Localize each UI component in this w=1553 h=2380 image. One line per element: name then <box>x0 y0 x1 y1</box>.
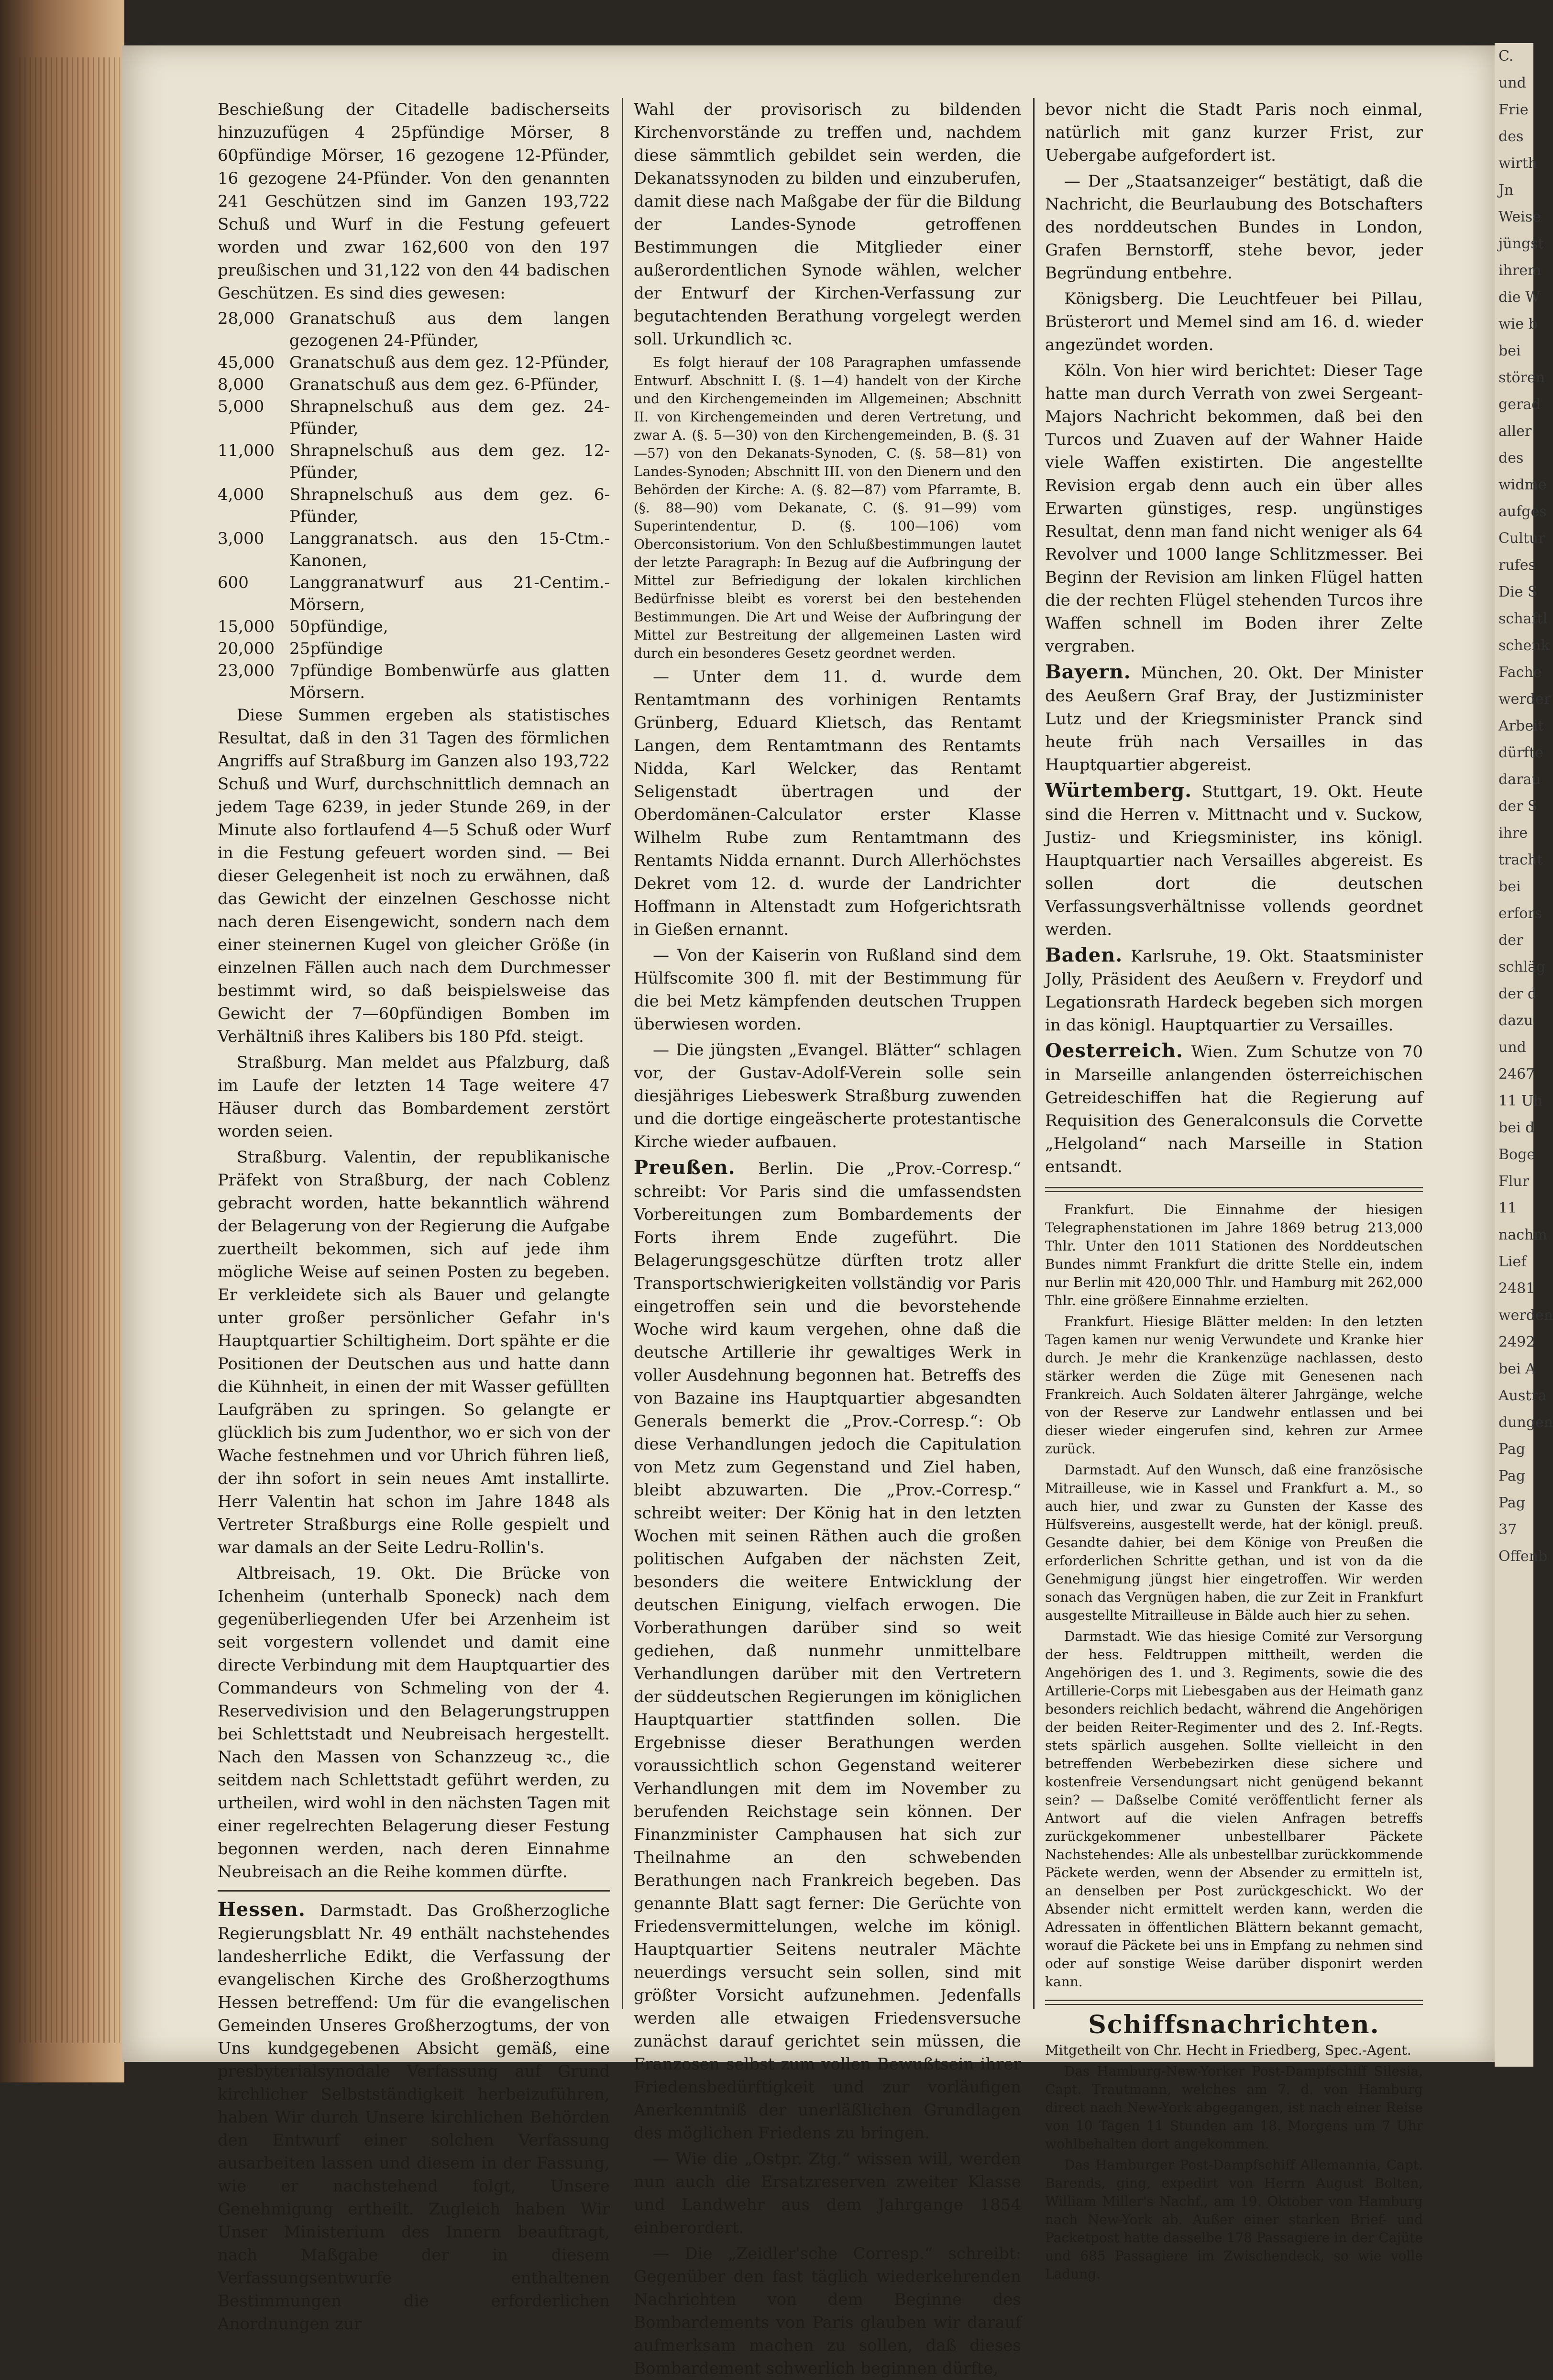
adjacent-page-text: C. <box>1498 48 1514 65</box>
adjacent-page-text: gerad <box>1498 396 1541 413</box>
adjacent-page-text: Pag <box>1498 1441 1525 1458</box>
page-edge-lines <box>19 57 120 2043</box>
section-divider <box>218 1890 610 1892</box>
ammunition-row <box>218 484 610 528</box>
adjacent-page-text: und <box>1498 1039 1526 1056</box>
adjacent-page-text: Austra <box>1498 1387 1547 1404</box>
section-heading: Würtemberg. <box>1045 779 1192 802</box>
adjacent-page-text: der d <box>1498 985 1537 1002</box>
ammunition-count: 3,000 <box>218 529 264 548</box>
adjacent-page-text: dazu <box>1498 1012 1533 1029</box>
column-1 <box>218 98 610 2334</box>
adjacent-page-text: aller <box>1498 423 1532 440</box>
ammunition-list <box>218 308 610 704</box>
article-text: Darmstadt. Das Großherzogliche Regierungsblatt Nr. 49 enthält nachstehendes landesherrliche Edikt, die Verfassung der evangelischen Kirche des Großherzogthums Hessen betreffend: Um für die evangelischen Gemeinden Unseres Großherzogtums, der von Uns kundgegebenen Absicht gemäß, eine presbyterialsynodale Verfassung auf Grund kirchlicher Selbstständigkeit herbeizuführen, haben Wir durch Unsere kirchlichen Behörden den Entwurf einer solchen Verfassung ausarbeiten lassen und diesem in der Fassung, wie er nachstehend folgt, Unsere Genehmigung ertheilt. Zugleich haben Wir Unser Ministerium des Innern beauftragt, nach Maßgabe der in diesem Verfassungsentwurfe enthaltenen Bestimmungen die erforderlichen Anordnungen zur <box>218 1901 610 2334</box>
ammunition-row <box>218 440 610 484</box>
adjacent-page-text: Flur <box>1498 1173 1530 1190</box>
adjacent-page-text: der S <box>1498 798 1538 815</box>
ammunition-type: Shrapnelschuß aus dem gez. 12-Pfünder, <box>289 441 610 482</box>
adjacent-page-text: tracht <box>1498 852 1543 868</box>
ammunition-row <box>218 374 610 396</box>
adjacent-page-text: 2467 <box>1498 1066 1535 1083</box>
adjacent-page-text: widme <box>1498 476 1547 493</box>
article-text: Beschießung der Citadelle badischerseits hinzuzufügen 4 25pfündige Mörser, 8 60pfündige Mörser, 16 gezogene 12-Pfünder, 16 gezogene 24-Pfünder. Von den genannten 241 Geschützen sind im Ganzen 193,722 Schuß und Wurf in die Festung gefeuert worden und zwar 162,600 von den 197 preußischen und 31,122 von den 44 badischen Geschützen. Es sind dies gewesen: <box>218 100 610 303</box>
column-3 <box>1045 98 1423 2282</box>
adjacent-page-text: bei <box>1498 343 1521 359</box>
article-text: — Von der Kaiserin von Rußland sind dem Hülfscomite 300 fl. mit der Bestimmung für die bei Metz kämpfenden deutschen Truppen überwiesen worden. <box>634 946 1021 1034</box>
ammunition-row <box>218 396 610 440</box>
adjacent-page-text: werder <box>1498 691 1551 708</box>
adjacent-page-text: dungen <box>1498 1414 1553 1431</box>
adjacent-page-text: dürfte <box>1498 744 1543 761</box>
article-text: — Unter dem 11. d. wurde dem Rentamtmann des vorhinigen Rentamts Grünberg, Eduard Klietsch, das Rentamt Langen, dem Rentamtmann des Rentamts Nidda, Karl Welcker, das Rentamt Seligenstadt übertragen und der Oberdomänen-Calculator erster Klasse Wilhelm Rube zum Rentamtmann des Rentamts Nidda ernannt. Durch Allerhöchstes Dekret vom 12. d. wurde der Landrichter Hoffmann in Altenstadt zum Hofgerichtsrath in Gießen ernannt. <box>634 667 1021 939</box>
ammunition-type: Shrapnelschuß aus dem gez. 6-Pfünder, <box>289 485 610 526</box>
section-heading: Hessen. <box>218 1898 306 1921</box>
adjacent-page-text: Fache <box>1498 664 1542 681</box>
adjacent-page-text: Cultur <box>1498 530 1545 547</box>
section-bayern <box>1045 661 1423 776</box>
adjacent-page-text: bei d <box>1498 1119 1535 1136</box>
ammunition-row <box>218 638 610 660</box>
article-text: Berlin. Die „Prov.-Corresp.“ schreibt: Vor Paris sind die umfassendsten Vorbereitungen zum Bombardements der Forts ihrem Ende zugeführt. Die Belagerungsgeschütze dürften trotz aller Transportschwierigkeiten vollständig vor Paris eingetroffen sein und die bevorstehende Woche wird kaum vergehen, ohne daß die deutsche Artillerie ihr gewaltiges Werk in voller Ausdehnung begonnen hat. Betreffs des von Bazaine ins Hauptquartier abgesandten Generals bemerkt die „Prov.-Corresp.“: Ob diese Verhandlungen jedoch die Capitulation von Metz zum Gegenstand und Ziel haben, bleibt abzuwarten. Die „Prov.-Corresp.“ schreibt weiter: Der König hat in den letzten Wochen mit seinen Räthen auch die großen politischen Aufgaben der nächsten Zeit, besonders die weitere Entwicklung der deutschen Einigung, vielfach erwogen. Die Vorberathungen darüber sind so weit gediehen, daß nunmehr unmittelbare Verhandlungen darüber mit den Vertretern der süddeutschen Regierungen im königlichen Hauptquartier stattfinden sollen. Die Ergebnisse dieser Berathungen werden voraussichtlich schon Gegenstand weiterer Verhandlungen mit dem im November zu berufenden Reichstage sein können. Der Finanzminister Camphausen hat sich zur Theilnahme an den schwebenden Berathungen nach Frankreich begeben. Das genannte Blatt sagt ferner: Die Gerüchte von Friedensvermittelungen, welche im königl. Hauptquartier Seitens neutraler Mächte neuerdings versucht sein sollen, sind mit größter Vorsicht aufzunehmen. Jedenfalls werden alle etwaigen Friedensversuche zunächst darauf gerichtet sein müssen, die Franzosen selbst zum vollen Bewußtsein ihrer Friedensbedürftigkeit und zur vorläufigen Anerkenntniß der unerläßlichen Grundlagen des möglichen Friedens zu bringen. <box>634 1159 1021 2143</box>
adjacent-page-text: 37 <box>1498 1521 1517 1538</box>
section-divider <box>1045 2000 1423 2005</box>
article-text: Diese Summen ergeben als statistisches Resultat, daß in den 31 Tagen des förmlichen Angriffs auf Straßburg im Ganzen also 193,722 Schuß und Wurf, durchschnittlich demnach an jedem Tage 6239, in jeder Stunde 269, in der Minute also fortlaufend 4—5 Schuß oder Wurf in die Festung gefeuert worden sind. — Bei dieser Gelegenheit ist noch zu erwähnen, daß das Gewicht der einzelnen Geschosse nicht nach deren Eisengewicht, sondern nach dem einer steinernen Kugel von gleicher Größe (in einzelnen Fällen auch nach dem Durchmesser bestimmt wird, so daß beispielsweise das Gewicht der 7—60pfündigen Bomben im Verhältniß ihres Kalibers bis 180 Pfd. steigt. <box>218 706 610 1046</box>
ammunition-row <box>218 308 610 352</box>
ammunition-count: 45,000 <box>218 353 275 372</box>
ammunition-type: 50pfündige, <box>289 617 388 636</box>
ammunition-type: Granatschuß aus dem gez. 6-Pfünder, <box>289 375 599 394</box>
article-text: — Die „Zeidler'sche Corresp.“ schreibt: Gegenüber den fast täglich wiederkehrenden Nachrichten von dem Beginne des Bombardements von Paris glauben wir darauf aufmerksam machen zu sollen, daß dieses Bombardement schwerlich beginnen dürfte, <box>634 2244 1021 2378</box>
ship-news-intro: Mitgetheilt von Chr. Hecht in Friedberg, Spec.-Agent. <box>1045 2042 1411 2058</box>
ammunition-count: 11,000 <box>218 441 275 460</box>
adjacent-page-text: bei <box>1498 878 1521 895</box>
adjacent-page-text: ihre <box>1498 825 1528 841</box>
ammunition-count: 23,000 <box>218 661 275 680</box>
adjacent-page-text: 2481 <box>1498 1280 1535 1297</box>
section-preussen <box>634 1156 1021 2145</box>
adjacent-page-text: der <box>1498 932 1523 949</box>
adjacent-page-text: und <box>1498 75 1526 91</box>
adjacent-page-text: wie b <box>1498 316 1538 332</box>
adjacent-page-text: stören <box>1498 369 1545 386</box>
section-baden <box>1045 944 1423 1037</box>
adjacent-page-text: schläg <box>1498 959 1546 975</box>
adjacent-page-text: Jn <box>1498 182 1514 199</box>
ammunition-count: 15,000 <box>218 617 275 636</box>
article-text: Straßburg. Man meldet aus Pfalzburg, daß im Laufe der letzten 14 Tage weitere 47 Häuser durch das Bombardement zerstört worden seien. <box>218 1053 610 1141</box>
ship-news-title: Schiffsnachrichten. <box>1088 2010 1380 2039</box>
adjacent-page-text: die W <box>1498 289 1540 306</box>
ammunition-row <box>218 660 610 704</box>
column-rule <box>1033 98 1035 2009</box>
adjacent-page-text: nachm <box>1498 1227 1547 1243</box>
ammunition-type: Granatschuß aus dem gez. 12-Pfünder, <box>289 353 610 372</box>
adjacent-page-text: Die S <box>1498 584 1538 600</box>
newspaper-page <box>122 45 1495 2378</box>
adjacent-page-text: Pag <box>1498 1494 1525 1511</box>
adjacent-page-text: ihrem <box>1498 262 1542 279</box>
text-columns <box>218 98 1423 2378</box>
ammunition-count: 8,000 <box>218 375 264 394</box>
section-heading: Oesterreich. <box>1045 1040 1183 1062</box>
article-text: Straßburg. Valentin, der republikanische Präfekt von Straßburg, der nach Coblenz gebracht worden, hatte bekanntlich während der Belagerung von der Regierung die Aufgabe zuertheilt bekommen, sich auf jede ihm mögliche Weise auf seinen Posten zu begeben. Er verkleidete sich als Bauer und gelangte unter großer persönlicher Gefahr in's Hauptquartier Schiltigheim. Dort spähte er die Positionen der Deutschen aus und hatte dann die Kühnheit, in einen der mit Wasser gefüllten Laufgräben zu springen. So gelangte er glücklich bis zum Judenthor, wo er sich von der Wache festnehmen und vor Uhrich führen ließ, der ihn sofort in sein neues Amt installirte. Herr Valentin hat schon im Jahre 1848 als Vertreter Straßburgs eine Rolle gespielt und war damals an der Seite Ledru-Rollin's. <box>218 1148 610 1557</box>
ammunition-row <box>218 528 610 572</box>
ammunition-type: Shrapnelschuß aus dem gez. 24-Pfünder, <box>289 397 610 438</box>
article-text: Altbreisach, 19. Okt. Die Brücke von Ichenheim (unterhalb Sponeck) nach dem gegenüberliegenden Ufer bei Arzenheim ist seit vorgestern vollendet und damit eine directe Verbindung mit dem Hauptquartier des Commandeurs von Schmeling von der 4. Reservedivision und den Belagerungstruppen bei Schlettstadt und Neubreisach hergestellt. Nach den Massen von Schanzzeug ꝛc., die seitdem nach Schlettstadt geführt werden, zu urtheilen, wird wohl in den nächsten Tagen mit einer regelrechten Belagerung dieser Festung begonnen werden, nach deren Einnahme Neubreisach an die Reihe kommen dürfte. <box>218 1564 610 1882</box>
section-divider <box>1045 1187 1423 1192</box>
ammunition-count: 28,000 <box>218 309 275 328</box>
article-text: Wahl der provisorisch zu bildenden Kirchenvorstände zu treffen und, nachdem diese sämmtlich gebildet sein werden, die Dekanatssynoden zu bilden und einzuberufen, damit diese nach Maßgabe der für die Bildung der Landes-Synode getroffenen Bestimmungen die Mitglieder einer außerordentlichen Synode wählen, welcher der Entwurf der Kirchen-Verfassung zur begutachtenden Berathung vorgelegt werden soll. Urkundlich ꝛc. <box>634 100 1021 349</box>
adjacent-page-text: wirth <box>1498 155 1537 172</box>
adjacent-page-text: werden <box>1498 1307 1553 1324</box>
adjacent-page-text: bei A <box>1498 1361 1536 1377</box>
column-2 <box>634 98 1021 2378</box>
adjacent-page-text: 11 Uh <box>1498 1093 1543 1109</box>
article-text: Stuttgart, 19. Okt. Heute sind die Herren v. Mittnacht und v. Suckow, Justiz- und Kriegsminister, ins königl. Hauptquartier nach Versailles abgereist. Es sollen dort die deutschen Verfassungsverhältnisse vollends geordnet werden. <box>1045 782 1423 939</box>
ship-news-item: Das Hamburg-New-Yorker Post-Dampfschiff Silesia, Capt. Trautmann, welches am 7. d. von Hamburg direct nach New-York abgegangen, ist nach einer Reise von 10 Tagen 11 Stunden am 18. Morgens um 7 Uhr wohlbehalten dort angekommen. <box>1045 2063 1423 2152</box>
adjacent-page-text: 11 <box>1498 1200 1517 1217</box>
article-text: bevor nicht die Stadt Paris noch einmal, natürlich mit ganz kurzer Frist, zur Uebergabe aufgefordert ist. <box>1045 100 1423 165</box>
ammunition-count: 600 <box>218 573 249 592</box>
ammunition-type: 25pfündige <box>289 639 383 658</box>
ammunition-type: Granatschuß aus dem langen gezogenen 24-Pfünder, <box>289 309 610 350</box>
book-page-edges <box>0 0 124 2082</box>
adjacent-page-text: Frie <box>1498 101 1529 118</box>
ammunition-row <box>218 616 610 638</box>
article-text: — Der „Staatsanzeiger“ bestätigt, daß die Nachricht, die Beurlaubung des Botschafters des norddeutschen Bundes in London, Grafen Bernstorff, stehe bevor, jeder Begründung entbehre. <box>1045 172 1423 283</box>
article-text: München, 20. Okt. Der Minister des Aeußern Graf Bray, der Justizminister Lutz und der Kriegsminister Pranck sind heute früh nach Versailles in das Hauptquartier abgereist. <box>1045 664 1423 775</box>
adjacent-page-text: Weise <box>1498 209 1541 225</box>
local-news: Darmstadt. Wie das hiesige Comité zur Versorgung der hess. Feldtruppen mittheilt, werden die Angehörigen des 1. und 3. Regiments, sowie die des Artillerie-Corps mit Liebesgaben aus der Heimath ganz besonders reichlich bedacht, während die Angehörigen der beiden Reiter-Regimenter und des 2. Inf.-Regts. stets spärlich ausgehen. Sollte vielleicht in den betreffenden Werbebezirken diese sichere und kostenfreie Versendungsart nicht genügend bekannt sein? — Daßselbe Comité veröffentlicht ferner als Antwort auf die vielen Anfragen betreffs zurückgekommener unbestellbarer Päckete Nachstehendes: Alle als unbestellbar zurückkommende Päckete werden, wenn der Absender zu ermitteln ist, an denselben per Post zurückgeschickt. Wo der Absender nicht ermittelt werden kann, werden die Adressaten in öffentlichen Blättern bekannt gemacht, worauf die Päckete bei uns in Empfang zu nehmen sind oder auf sonstige Weise darüber disponirt werden kann. <box>1045 1628 1423 1990</box>
adjacent-page-text: Lief <box>1498 1253 1527 1270</box>
local-news: Frankfurt. Hiesige Blätter melden: In den letzten Tagen kamen nur wenig Verwundete und Kranke hier durch. Je mehr die Krankenzüge nachlassen, desto stärker werden die Züge mit Genesenen nach Frankreich. Auch Soldaten älterer Jahrgänge, welche von der Reserve zur Landwehr entlassen und bei dieser wieder eingerufen sind, kehren zur Armee zurück. <box>1045 1314 1423 1457</box>
adjacent-page-text: Arbeit <box>1498 718 1544 734</box>
adjacent-page-text: des <box>1498 450 1524 466</box>
article-text: Wien. Zum Schutze von 70 in Marseille anlangenden österreichischen Getreideschiffen hat die Regierung auf Requisition des Generalconsuls die Corvette „Helgoland“ nach Marseille in Station entsandt. <box>1045 1042 1423 1176</box>
ammunition-type: Langgranatsch. aus den 15-Ctm.-Kanonen, <box>289 529 610 570</box>
ammunition-type: Langgranatwurf aus 21-Centim.-Mörsern, <box>289 573 610 614</box>
article-text: Köln. Von hier wird berichtet: Dieser Tage hatte man durch Verrath von zwei Sergeant-Majors Nachricht bekommen, daß bei den Turcos und Zuaven auf der Wahner Haide viele Waffen existirten. Die angestellte Revision ergab denn auch ein über alles Erwarten günstiges, resp. ungünstiges Resultat, denn man fand nicht weniger als 64 Revolver und 1000 lange Schlitzmesser. Bei Beginn der Revision am linken Flügel hatten die der rechten Flügel stehenden Turcos ihre Waffen schnell im Boden ihrer Zelte vergraben. <box>1045 361 1423 656</box>
section-oesterreich <box>1045 1040 1423 1178</box>
adjacent-page-text: rufes <box>1498 557 1536 574</box>
adjacent-page-text: darau <box>1498 771 1541 788</box>
adjacent-page-text: Boge <box>1498 1146 1536 1163</box>
ship-news-item: Das Hamburger Post-Dampfschiff Allemannia, Capt. Barends, ging, expedirt von Herrn August Bolten, William Miller's Nachf., am 19. Oktober von Hamburg nach New-York ab. Außer einer starken Brief- und Packetpost hatte dasselbe 178 Passagiere in der Cajüte und 685 Passagiere im Zwischendeck, so wie volle Ladung. <box>1045 2157 1423 2282</box>
section-heading: Bayern. <box>1045 661 1131 683</box>
section-heading: Preußen. <box>634 1156 736 1179</box>
local-news: Darmstadt. Auf den Wunsch, daß eine französische Mitrailleuse, wie in Kassel und Frankfurt a. M., so auch hier, und zwar zu Gunsten der Kasse des Hülfsvereins, ausgestellt werde, hat der königl. preuß. Gesandte dahier, bei dem Könige von Preußen die erforderlichen Schritte gethan, und ist von da die Genehmigung jüngst hier eingetroffen. Wir werden sonach das Vergnügen haben, die zur Zeit in Frankfurt ausgestellte Mitrailleuse in Bälde auch hier zu sehen. <box>1045 1462 1423 1623</box>
adjacent-page-text: schaftl <box>1498 610 1548 627</box>
ammunition-row <box>218 352 610 374</box>
adjacent-page-text: jüngst <box>1498 235 1544 252</box>
adjacent-page-text: des <box>1498 128 1524 145</box>
column-rule <box>622 98 623 2009</box>
local-news: Frankfurt. Die Einnahme der hiesigen Telegraphenstationen im Jahre 1869 betrug 213,000 Thlr. Unter den 1011 Stationen des Norddeutschen Bundes nimmt Frankfurt die dritte Stelle ein, indem nur Berlin mit 420,000 Thlr. und Hamburg mit 262,000 Thlr. eine größere Einnahme erzielten. <box>1045 1202 1423 1308</box>
ammunition-count: 4,000 <box>218 485 264 504</box>
article-text: — Wie die „Ostpr. Ztg.“ wissen will, werden nun auch die Ersatzreserven zweiter Klasse und Landwehr aus dem Jahrgange 1854 einberordert. <box>634 2149 1021 2237</box>
ammunition-type: 7pfündige Bombenwürfe aus glatten Mörsern. <box>289 661 610 702</box>
ammunition-count: 5,000 <box>218 397 264 416</box>
adjacent-page-text: schenk <box>1498 637 1550 654</box>
section-wuerttemberg <box>1045 779 1423 941</box>
adjacent-page-text: erfors <box>1498 905 1542 922</box>
adjacent-page-fragment <box>1495 43 1553 2067</box>
section-hessen <box>218 1898 610 2336</box>
adjacent-page-text: 2492 <box>1498 1334 1535 1351</box>
ammunition-row <box>218 572 610 616</box>
adjacent-page-text: Offenb <box>1498 1548 1548 1565</box>
article-text: Königsberg. Die Leuchtfeuer bei Pillau, Brüsterort und Memel sind am 16. d. wieder angezündet worden. <box>1045 289 1423 354</box>
adjacent-page-text: aufges <box>1498 503 1547 520</box>
ammunition-count: 20,000 <box>218 639 275 658</box>
article-text: — Die jüngsten „Evangel. Blätter“ schlagen vor, der Gustav-Adolf-Verein solle sein diesjähriges Liebeswerk Straßburg zuwenden und die dortige eingeäscherte protestantische Kirche wieder aufbauen. <box>634 1041 1021 1151</box>
article-text: Karlsruhe, 19. Okt. Staatsminister Jolly, Präsident des Aeußern v. Freydorf und Legationsrath Hardeck begeben sich morgen in das königl. Hauptquartier zu Versailles. <box>1045 947 1423 1035</box>
section-heading: Baden. <box>1045 944 1123 966</box>
adjacent-page-text: Pag <box>1498 1468 1525 1484</box>
article-text-small: Es folgt hierauf der 108 Paragraphen umfassende Entwurf. Abschnitt I. (§. 1—4) handelt von der Kirche und den Kirchengemeinden im Allgemeinen; Abschnitt II. von Kirchengemeinden und deren Vertretung, und zwar A. (§. 5—30) von den Kirchengemeinden, B. (§. 31—57) von den Dekanats-Synoden, C. (§. 58—81) von Landes-Synoden; Abschnitt III. von den Dienern und den Behörden der Kirche: A. (§. 82—87) vom Pfarramte, B. (§. 88—90) vom Dekanate, C. (§. 91—99) vom Superintendentur, D. (§. 100—106) vom Oberconsistorium. Von den Schlußbestimmungen lautet der letzte Paragraph: In Bezug auf die Aufbringung der Mittel zur Befriedigung der lokalen kirchlichen Bedürfnisse bleibt es vorerst bei den bestehenden Bestimmungen. Die Art und Weise der Aufbringung der Mittel zur Bestreitung der allgemeinen Lasten wird durch ein besonderes Gesetz geordnet werden. <box>634 354 1021 661</box>
